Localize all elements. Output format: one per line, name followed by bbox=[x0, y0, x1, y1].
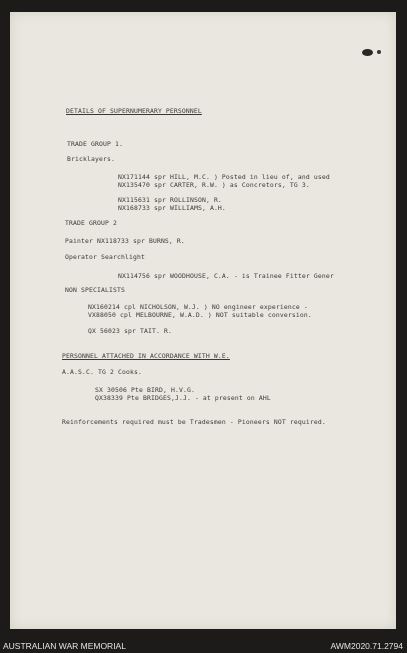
footer-institution: AUSTRALIAN WAR MEMORIAL bbox=[3, 641, 126, 651]
non-specialist-row: VX88050 cpl MELBOURNE, W.A.D. ) NOT suitable conversion. bbox=[88, 311, 312, 319]
archive-footer bbox=[0, 636, 407, 653]
footer-accession-number: AWM2020.71.2794 bbox=[330, 641, 403, 651]
bricklayer-row: NX115631 spr ROLLINSON, R. bbox=[118, 196, 222, 204]
reinforcements-note: Reinforcements required must be Tradesmen - Pioneers NOT required. bbox=[62, 418, 326, 426]
punch-hole bbox=[362, 49, 373, 56]
non-specialists-label: NON SPECIALISTS bbox=[65, 286, 125, 294]
heading-attached: PERSONNEL ATTACHED IN ACCORDANCE WITH W.E. bbox=[62, 352, 230, 360]
trade-group-1: TRADE GROUP 1. bbox=[67, 140, 123, 148]
operator-searchlight-label: Operator Searchlight bbox=[65, 253, 145, 261]
bricklayers-label: Bricklayers. bbox=[67, 155, 115, 163]
non-specialist-row: QX 56023 spr TAIT. R. bbox=[88, 327, 172, 335]
attached-row: QX38339 Pte BRIDGES,J.J. - at present on AHL bbox=[95, 394, 271, 402]
bricklayer-row: NX168733 spr WILLIAMS, A.H. bbox=[118, 204, 226, 212]
non-specialist-row: NX160214 cpl NICHOLSON, W.J. ) NO engineer experience - bbox=[88, 303, 308, 311]
faded-letterhead bbox=[190, 59, 360, 65]
ink-mark bbox=[377, 50, 381, 54]
painter-row: Painter NX118733 spr BURNS, R. bbox=[65, 237, 185, 245]
bricklayer-row: NX135470 spr CARTER, R.W. ) as Concretors, TG 3. bbox=[118, 181, 310, 189]
aasc-row: A.A.S.C. TG 2 Cooks. bbox=[62, 368, 142, 376]
bricklayer-row: NX171144 spr HILL, M.C. ) Posted in lieu of, and used bbox=[118, 173, 330, 181]
attached-row: SX 30506 Pte BIRD, H.V.G. bbox=[95, 386, 195, 394]
heading-supernumerary: DETAILS OF SUPERNUMERARY PERSONNEL bbox=[66, 107, 202, 115]
document-page bbox=[10, 12, 396, 629]
operator-row: NX114756 spr WOODHOUSE, C.A. - is Trainee Fitter Gener bbox=[118, 272, 334, 280]
trade-group-2: TRADE GROUP 2 bbox=[65, 219, 117, 227]
